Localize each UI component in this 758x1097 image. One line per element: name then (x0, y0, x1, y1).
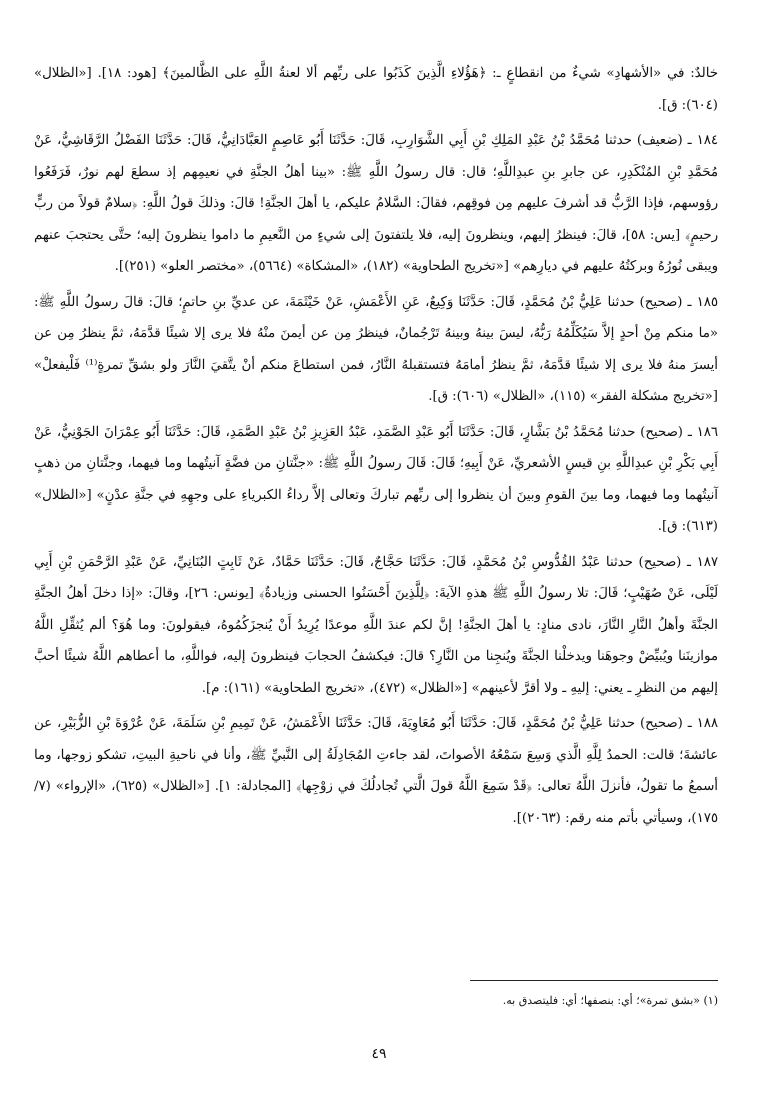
hadith-187: ١٨٧ ـ (صحيح) حدثنا عَبْدُ القُدُّوسِ بْنُ مُحَمَّدٍ، قَالَ: حَدَّثَنَا حَجَّاجٌ، قَالَ: حَدَّثَنَا حَمَّادٌ، عَنْ ثَابِتٍ البُنَانِيِّ، عَنْ عَبْدِ الرَّحْمَنِ بْنِ أَبِي لَيْلَى، عَنْ صُهَيْبٍ؛ قَالَ: تلا رسولُ اللَّهِ ﷺ هذهِ الآيةَ: ﴿لِلَّذِينَ أَحْسَنُوا الحسنى وزيادةٌ﴾ [يونس: ٢٦]، وقالَ: «إذا دخلَ أهلُ الجنَّةِ الجنَّةَ وأهلُ النَّارِ النَّارَ، نادى منادٍ: يا أهلَ الجنَّةِ! إنَّ لكم عندَ اللَّهِ موعدًا يُرِيدُ أَنْ يُنجزَكُمُوهُ، فيقولونَ: وما هُوَ؟ ألم يُثقِّلِ اللَّهُ موازينَنا ويُبيِّضْ وجوهَنا ويدخلْنا الجنَّةَ ويُنجِنا من النَّارِ؟ قالَ: فيكشفُ الحجابَ فينظرونَ إليه، فواللَّهِ، ما أعطاهم اللَّهُ شيئًا أحبَّ إليهم من النظرِ ـ يعني: إليهِ ـ ولا أقرَّ لأعينهم» [«الظلال» (٤٧٢)، «تخريج الطحاوية» (١٦١): م]. (34, 554, 718, 696)
hadith-188: ١٨٨ ـ (صحيح) حدثنا عَلِيُّ بْنُ مُحَمَّدٍ، قَالَ: حَدَّثَنَا أَبُو مُعَاوِيَةَ، قَالَ: حَدَّثَنَا الأَعْمَشُ، عَنْ تَمِيمِ بْنِ سَلَمَةَ، عَنْ عُرْوَةَ بْنِ الزُّبَيْرِ، عن عائشةَ؛ قالت: الحمدُ لِلَّهِ الَّذي وَسِعَ سَمْعُهُ الأصواتَ، لقد جاءتِ المُجَادِلَةُ إلى النَّبيِّ ﷺ، وأنا في ناحيةِ البيتِ، تشكو زوجها، وما أسمعُ ما تقولُ، فأنزلَ اللَّهُ تعالى: ﴿قَدْ سَمِعَ اللَّهُ قولَ الَّتي تُجادلُكَ في زوْجِها﴾ [المجادلة: ١]. [«الظلال» (٦٢٥)، «الإرواء» (٧/ ١٧٥)، وسيأتي بأتم منه رقم: (٢٠٦٣)]. (34, 716, 718, 826)
hadith-184: ١٨٤ ـ (ضعيف) حدثنا مُحَمَّدُ بْنُ عَبْدِ المَلِكِ بْنِ أَبِي الشَّوَارِبِ، قَالَ: حَدَّثَنَا أَبُو عَاصِمٍ العَبَّادَانِيُّ، قَالَ: حَدَّثَنَا الفَضْلُ الرَّقَاشِيُّ، عَنْ مُحَمَّدِ بْنِ المُنْكَدِرِ، عن جابرِ بنِ عبدِاللَّهِ؛ قال: قال رسولُ اللَّهِ ﷺ: «بينا أهلُ الجنَّةِ في نعيمِهم إذ سطعَ لهم نورٌ، فَرَفَعُوا رؤوسهم، فإذا الرَّبُّ قد أشرفَ عليهم مِن فوقِهم، فقالَ: السَّلامُ عليكم، يا أهلَ الجنَّةِ! قالَ: وذلكَ قولُ اللَّهِ: ﴿سلامٌ قولاً من ربٍّ رحيمٍ﴾ [يس: ٥٨]، قالَ: فينظرُ إليهم، وينظرونَ إليه، فلا يلتفتونَ إلى شيءٍ من النَّعيمِ ما داموا ينظرونَ إليه؛ حتَّى يحتجبَ عنهم ويبقى نُورُهُ وبركتُهُ عليهم في ديارِهم» [«تخريج الطحاوية» (١٨٢)، «المشكاة» (٥٦٦٤)، «مختصر العلو» (٢٥١)]. (34, 133, 719, 274)
page-number: ٤٩ (371, 1046, 387, 1062)
hadith-186: ١٨٦ ـ (صحيح) حدثنا مُحَمَّدُ بْنُ بَشَّارٍ، قَالَ: حَدَّثَنَا أَبُو عَبْدِ الصَّمَدِ، عَبْدُ العَزِيزِ بْنُ عَبْدِ الصَّمَدِ، قَالَ: حَدَّثَنَا أَبُو عِمْرَانَ الجَوْنِيُّ، عَنْ أَبِي بَكْرِ بْنِ عبدِاللَّهِ بنِ قيسٍ الأشعريِّ، عَنْ أَبِيهِ؛ قَالَ: قَالَ رسولُ اللَّهِ ﷺ: «جنَّتانِ من فضَّةٍ آنيتُهما وما فيهما، وجنَّتانِ من ذهبٍ آنيتُهما وما فيهما، وما بينَ القومِ وبينَ أن ينظروا إلى ربِّهم تباركَ وتعالى إلاَّ رداءُ الكبرياءِ على وجهِهِ في جنَّةِ عدْنٍ» [«الظلال» (٦١٣): ق]. (34, 424, 718, 534)
paragraph-continuation: خالدٌ: في «الأشهادِ» شيءٌ من انقطاعٍ ـ: ﴿هَؤُلاءِ الَّذِينَ كَذَبُوا على ربِّهم ألا لعنةُ اللَّهِ على الظَّالمينَ﴾ [هود: ١٨]. [«الظلال» (٦٠٤): ق]. (34, 66, 718, 113)
footnote-divider (470, 980, 718, 981)
footnote: (١) «بشق تمرة»؛ أي: بنصفها؛ أي: فليتصدق به. (502, 994, 718, 1007)
hadith-185: ١٨٥ ـ (صحيح) حدثنا عَلِيُّ بْنُ مُحَمَّدٍ، قَالَ: حَدَّثَنَا وَكِيعٌ، عَنِ الأَعْمَشِ، عَنْ خَيْثَمَةَ، عن عديِّ بنِ حاتمٍ؛ قالَ: قالَ رسولُ اللَّهِ ﷺ: «ما منكم مِنْ أحدٍ إلاَّ سَيُكَلِّمُهُ رَبُّهُ، ليسَ بينهُ وبينهُ تَرْجُمانٌ، فينظرُ مِن عن أيمنَ منْهُ فلا يرى إلا شيئًا قدَّمَهُ، ثمَّ ينظرُ مِن عن أيسرَ منهُ فلا يرى إلا شيئًا قدَّمَهُ، ثمَّ ينظرُ أمامَهُ فتستقبلهُ النَّارُ، فمن استطاعَ منكم أنْ يتَّقيَ النَّارَ ولو بشقِّ تمرةٍ⁽¹⁾ فَلْيفعلْ» [«تخريج مشكلة الفقر» (١١٥)، «الظلال» (٦٠٦): ق]. (34, 294, 718, 404)
main-text (34, 58, 718, 834)
